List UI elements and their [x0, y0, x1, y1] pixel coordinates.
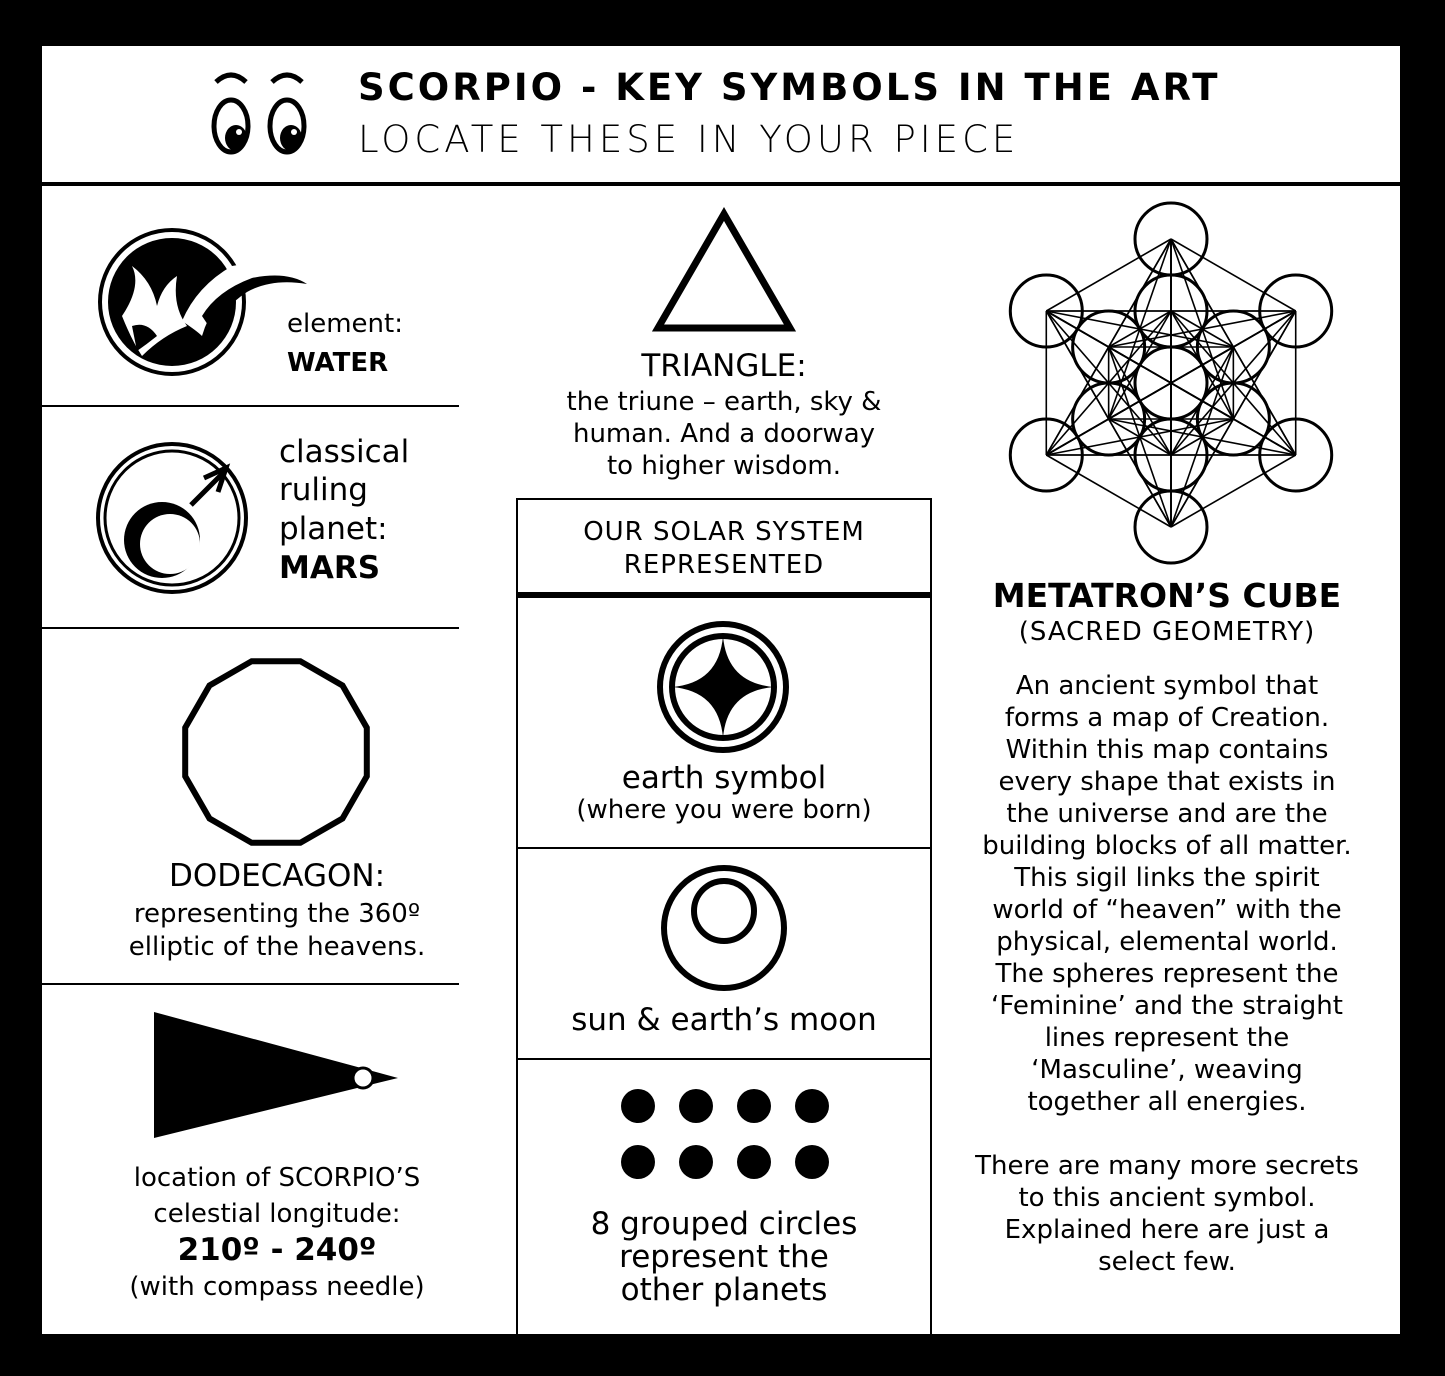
dodecagon-line-2: elliptic of the heavens.	[128, 932, 426, 962]
paragraph-line: An ancient symbol that	[1015, 671, 1319, 701]
solar-header-divider	[516, 592, 932, 598]
paragraph-line: select few.	[1098, 1247, 1236, 1277]
triangle-icon	[654, 208, 794, 332]
planet-dot	[621, 1089, 655, 1123]
paragraph-line: The spheres represent the	[995, 959, 1339, 989]
planet-dot	[621, 1145, 655, 1179]
planet-dot	[795, 1145, 829, 1179]
planet-dots-icon	[620, 1088, 832, 1184]
solar-header-1: OUR SOLAR SYSTEM	[583, 517, 865, 547]
planets-line-2: represent the	[619, 1239, 829, 1275]
compass-needle-icon	[152, 1012, 402, 1140]
planets-line-3: other planets	[620, 1272, 828, 1308]
element-value: WATER	[287, 348, 389, 378]
page-subtitle: LOCATE THESE IN YOUR PIECE	[358, 118, 1020, 161]
paragraph-line: the universe and are the	[1006, 799, 1328, 829]
triangle-line-1: the triune – earth, sky &	[566, 387, 882, 417]
planet-line-2: ruling	[279, 472, 368, 508]
paragraph-line: This sigil links the spirit	[1014, 863, 1320, 893]
earth-subtitle: (where you were born)	[576, 795, 872, 825]
solar-divider-2	[516, 1058, 932, 1060]
planet-value: MARS	[279, 550, 381, 586]
solar-header-2: REPRESENTED	[623, 550, 825, 580]
earth-symbol-icon	[656, 620, 790, 754]
paragraph-line: forms a map of Creation.	[1004, 703, 1330, 733]
planet-line-3: planet:	[279, 511, 388, 547]
planet-dot	[737, 1145, 771, 1179]
longitude-line-1: location of SCORPIO’S	[133, 1163, 421, 1193]
cube-subtitle: (SACRED GEOMETRY)	[1018, 617, 1316, 647]
triangle-line-3: to higher wisdom.	[606, 451, 842, 481]
planet-dot	[737, 1089, 771, 1123]
paragraph-line: lines represent the	[1044, 1023, 1290, 1053]
paragraph-line: There are many more secrets	[975, 1151, 1359, 1181]
dodecagon-icon	[176, 652, 376, 852]
dodecagon-line-1: representing the 360º	[133, 899, 421, 929]
paragraph-line: ‘Feminine’ and the straight	[991, 991, 1343, 1021]
mars-symbol-icon	[96, 442, 248, 594]
paragraph-line: Explained here are just a	[1004, 1215, 1330, 1245]
longitude-line-2: celestial longitude:	[153, 1199, 401, 1229]
triangle-line-2: human. And a doorway	[572, 419, 876, 449]
paragraph-line: to this ancient symbol.	[1018, 1183, 1316, 1213]
header-divider	[42, 182, 1400, 186]
paragraph-line: building blocks of all matter.	[982, 831, 1352, 861]
paragraph-line: Within this map contains	[1005, 735, 1329, 765]
element-label: element:	[287, 309, 403, 339]
paragraph-line: physical, elemental world.	[996, 927, 1338, 957]
left-divider-2	[42, 627, 459, 629]
planet-dot	[795, 1089, 829, 1123]
cube-description	[934, 670, 1400, 1118]
solar-divider-1	[516, 847, 932, 849]
triangle-title: TRIANGLE:	[641, 348, 807, 384]
left-divider-3	[42, 983, 459, 985]
earth-title: earth symbol	[621, 760, 827, 796]
paragraph-line: together all energies.	[1027, 1087, 1307, 1117]
longitude-value: 210º - 240º	[177, 1232, 377, 1268]
page-title: SCORPIO - KEY SYMBOLS IN THE ART	[358, 66, 1221, 109]
longitude-line-3: (with compass needle)	[129, 1272, 425, 1302]
cube-title: METATRON’S CUBE	[992, 576, 1342, 615]
planet-dot	[679, 1089, 713, 1123]
planet-dot	[679, 1145, 713, 1179]
paragraph-line: ‘Masculine’, weaving	[1031, 1055, 1303, 1085]
paragraph-line: world of “heaven” with the	[992, 895, 1342, 925]
metatrons-cube-icon	[1006, 200, 1336, 566]
planets-line-1: 8 grouped circles	[590, 1206, 858, 1242]
left-divider-1	[42, 405, 459, 407]
dodecagon-title: DODECAGON:	[168, 858, 386, 894]
planet-line-1: classical	[279, 434, 410, 470]
eyes-icon	[210, 68, 310, 160]
moon-title: sun & earth’s moon	[571, 1002, 877, 1038]
paragraph-line: every shape that exists in	[998, 767, 1336, 797]
sun-moon-icon	[660, 864, 788, 992]
cube-note	[934, 1150, 1400, 1278]
poster-panel	[42, 46, 1400, 1334]
